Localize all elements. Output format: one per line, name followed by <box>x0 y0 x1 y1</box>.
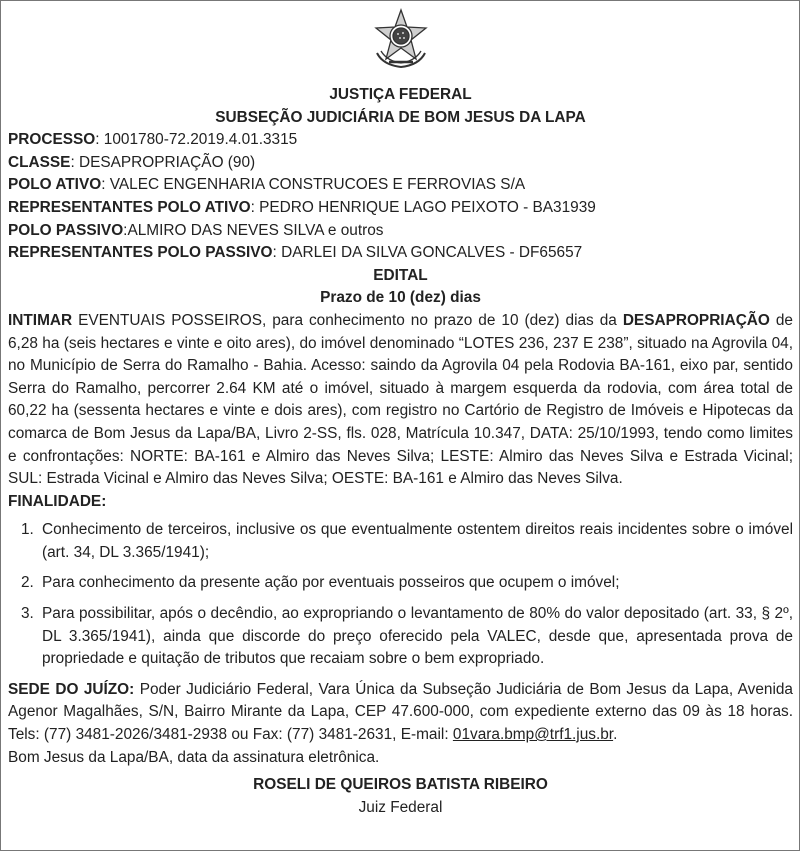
coat-of-arms-icon <box>369 7 433 71</box>
field-polo-ativo: POLO ATIVO: VALEC ENGENHARIA CONSTRUCOES E FERROVIAS S/A <box>8 176 526 194</box>
list-item: 1. Conhecimento de terceiros, inclusive os que eventualmente ostentem direitos reais incidentes sobre o imóvel (art. 34, DL 3.365/1941); <box>21 521 793 561</box>
field-representantes-polo-passivo: REPRESENTANTES POLO PASSIVO: DARLEI DA SILVA GONCALVES - DF65657 <box>8 244 583 262</box>
field-processo: PROCESSO: 1001780-72.2019.4.01.3315 <box>8 131 298 149</box>
closing-line: Bom Jesus da Lapa/BA, data da assinatura eletrônica. <box>8 748 380 766</box>
document-body <box>8 84 793 819</box>
field-classe: CLASSE: DESAPROPRIAÇÃO (90) <box>8 153 256 171</box>
intimar-paragraph: INTIMAR EVENTUAIS POSSEIROS, para conhecimento no prazo de 10 (dez) dias da DESAPROPRIAÇÃO de 6,28 ha (seis hectares e vinte e oito ares), do imóvel denominado “LOTES 236, 237 E 238”, situado na Agrovila 04, no Município de Serra do Ramalho - Bahia. Acesso: saindo da Agrovila 04 pela Rodovia BA-161, eixo par, sentido Serra do Ramalho, percorrer 2.64 KM até o imóvel, situado à margem esquerda da rodovia, com área total de 60,22 ha (sessenta hectares e vinte e dois ares), com registro no Cartório de Registro de Imóveis e Hipotecas da comarca de Bom Jesus da Lapa/BA, Livro 2-SS, fls. 028, Matrícula 10.347, DATA: 25/10/1993, tendo como limites e confrontações: NORTE: BA-161 e Almiro das Neves Silva; LESTE: Almiro das Neves Silva e Estrada Vicinal; SUL: Estrada Vicinal e Almiro das Neves Silva; OESTE: BA-161 e Almiro das Neves Silva. <box>8 311 793 488</box>
signature-role: Juiz Federal <box>358 798 443 816</box>
court-subtitle: SUBSEÇÃO JUDICIÁRIA DE BOM JESUS DA LAPA <box>215 108 586 126</box>
edital-prazo: Prazo de 10 (dez) dias <box>320 289 481 307</box>
finalidade-list <box>8 519 793 671</box>
field-representantes-polo-ativo: REPRESENTANTES POLO ATIVO: PEDRO HENRIQUE LAGO PEIXOTO - BA31939 <box>8 198 596 216</box>
list-item: 2. Para conhecimento da presente ação por eventuais posseiros que ocupem o imóvel; <box>21 574 620 592</box>
sede-paragraph: SEDE DO JUÍZO: Poder Judiciário Federal, Vara Única da Subseção Judiciária de Bom Jesus da Lapa, Avenida Agenor Magalhães, S/N, Bairro Mirante da Lapa, CEP 47.600-000, com expediente externo das 09 às 18 horas. Tels: (77) 3481-2026/3481-2938 ou Fax: (77) 3481-2631, E-mail: 01vara.bmp@trf1.jus.br. <box>8 680 793 744</box>
court-title: JUSTIÇA FEDERAL <box>329 86 472 103</box>
field-polo-passivo: POLO PASSIVO:ALMIRO DAS NEVES SILVA e outros <box>8 221 384 239</box>
signature-name: ROSELI DE QUEIROS BATISTA RIBEIRO <box>253 776 548 794</box>
email-link[interactable]: 01vara.bmp@trf1.jus.br <box>452 726 614 744</box>
case-fields <box>8 129 793 265</box>
finalidade-heading: FINALIDADE: <box>8 492 107 510</box>
edital-title: EDITAL <box>373 266 428 284</box>
list-item: 3. Para possibilitar, após o decêndio, ao expropriando o levantamento de 80% do valor depositado (art. 33, § 2º, DL 3.365/1941), ainda que discorde do preço oferecido pela VALEC, desde que, apresentada prova de propriedade e quitação de tributos que recaiam sobre o bem expropriado. <box>21 605 793 668</box>
